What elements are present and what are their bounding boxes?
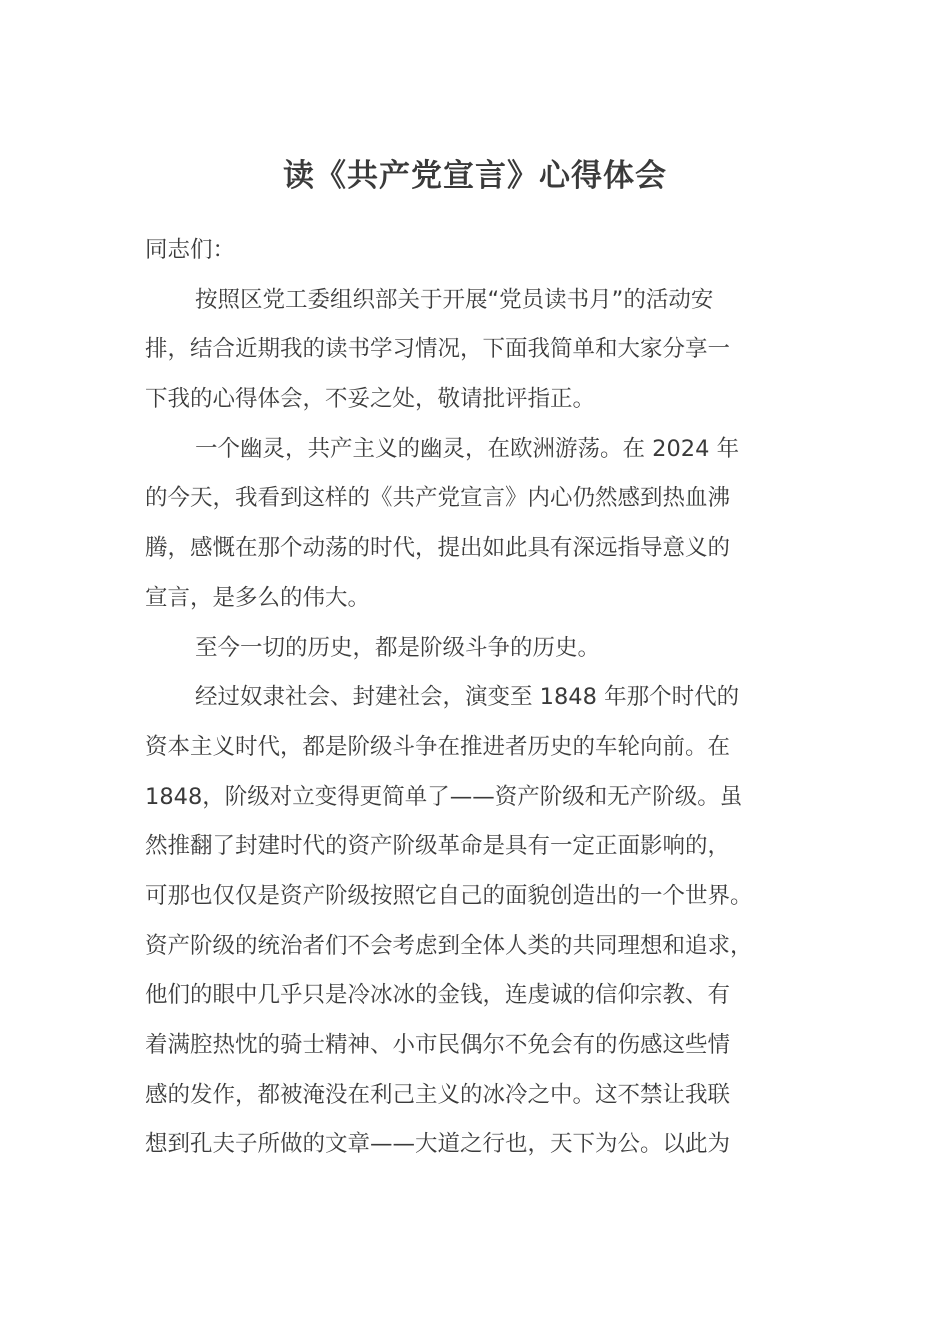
paragraph-line: 经过奴隶社会、封建社会，演变至 1848 年那个时代的	[195, 684, 740, 711]
paragraph-line: 按照区党工委组织部关于开展“党员读书月”的活动安	[195, 286, 714, 313]
paragraph-line: 排，结合近期我的读书学习情况，下面我简单和大家分享一	[145, 336, 731, 363]
paragraph-line: 的今天，我看到这样的《共产党宣言》内心仍然感到热血沸	[145, 485, 731, 512]
paragraph-line: 然推翻了封建时代的资产阶级革命是具有一定正面影响的，	[145, 833, 731, 860]
paragraph-line: 想到孔夫子所做的文章——大道之行也，天下为公。以此为	[145, 1131, 731, 1158]
paragraph-line: 感的发作，都被淹没在利己主义的冰冷之中。这不禁让我联	[145, 1081, 731, 1108]
document-title: 读《共产党宣言》心得体会	[283, 158, 667, 194]
paragraph-line: 腾，感慨在那个动荡的时代，提出如此具有深远指导意义的	[145, 535, 731, 562]
paragraph-line: 着满腔热忱的骑士精神、小市民偶尔不免会有的伤感这些情	[145, 1032, 731, 1058]
paragraph-line: 可那也仅仅是资产阶级按照它自己的面貌创造出的一个世界。	[145, 882, 753, 909]
paragraph-line: 他们的眼中几乎只是冷冰冰的金钱，连虔诚的信仰宗教、有	[145, 982, 731, 1009]
paragraph-line: 一个幽灵，共产主义的幽灵，在欧洲游荡。在 2024 年	[195, 435, 740, 462]
salutation: 同志们：	[145, 237, 236, 263]
paragraph-line: 至今一切的历史，都是阶级斗争的历史。	[195, 634, 601, 661]
paragraph-line: 资本主义时代，都是阶级斗争在推进者历史的车轮向前。在	[145, 733, 731, 760]
paragraph-line: 资产阶级的统治者们不会考虑到全体人类的共同理想和追求，	[145, 932, 753, 959]
paragraph-line: 1848，阶级对立变得更简单了——资产阶级和无产阶级。虽	[145, 783, 743, 810]
paragraph-line: 下我的心得体会，不妥之处，敬请批评指正。	[145, 386, 596, 413]
paragraph-line: 宣言，是多么的伟大。	[145, 584, 371, 611]
document-body	[145, 226, 815, 1170]
